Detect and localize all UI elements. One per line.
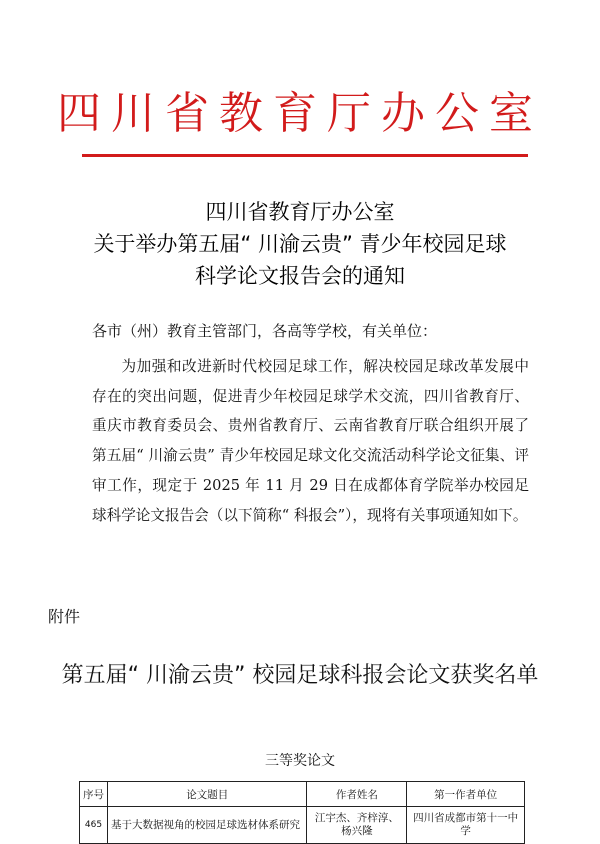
salutation: 各市（州）教育主管部门，各高等学校，有关单位： [92, 322, 438, 340]
award-table [79, 781, 525, 844]
award-list-title: 第五届“ 川渝云贵” 校园足球科报会论文获奖名单 [61, 663, 539, 688]
header-paper-title: 论文题目 [107, 782, 306, 807]
table-row [80, 807, 525, 844]
header-seq: 序号 [80, 782, 108, 807]
table-header-row [80, 782, 525, 807]
award-level-heading: 三等奖论文 [265, 753, 335, 769]
body-paragraph [92, 352, 529, 530]
notice-title-line-1: 四川省教育厅办公室 [205, 200, 395, 224]
notice-title [0, 196, 600, 292]
header-affiliation: 第一作者单位 [407, 782, 525, 807]
attachment-label: 附件 [48, 607, 81, 626]
notice-title-line-2: 关于举办第五届“ 川渝云贵” 青少年校园足球 [93, 232, 507, 256]
header-authors: 作者姓名 [307, 782, 407, 807]
cell-authors: 江宇杰、齐梓淳、杨兴隆 [307, 807, 407, 844]
cell-seq: 465 [80, 807, 108, 844]
body-paragraph-text: 为加强和改进新时代校园足球工作，解决校园足球改革发展中存在的突出问题，促进青少年校园足球学术交流，四川省教育厅、重庆市教育委员会、贵州省教育厅、云南省教育厅联合组织开展了第五届“ 川渝云贵” 青少年校园足球文化交流活动科学论文征集、评审工作，现定于 2025 年 11 月 29 日在成都体育学院举办校园足球科学论文报告会（以下简称“ 科报会”），现将有关事项通知如下。 [92, 358, 529, 524]
notice-title-line-3: 科学论文报告会的通知 [195, 264, 405, 288]
letterhead-divider [82, 154, 528, 157]
letterhead-title: 四川省教育厅办公室 [57, 88, 543, 139]
cell-affiliation: 四川省成都市第十一中学 [407, 807, 525, 844]
cell-paper-title: 基于大数据视角的校园足球选材体系研究 [107, 807, 306, 844]
